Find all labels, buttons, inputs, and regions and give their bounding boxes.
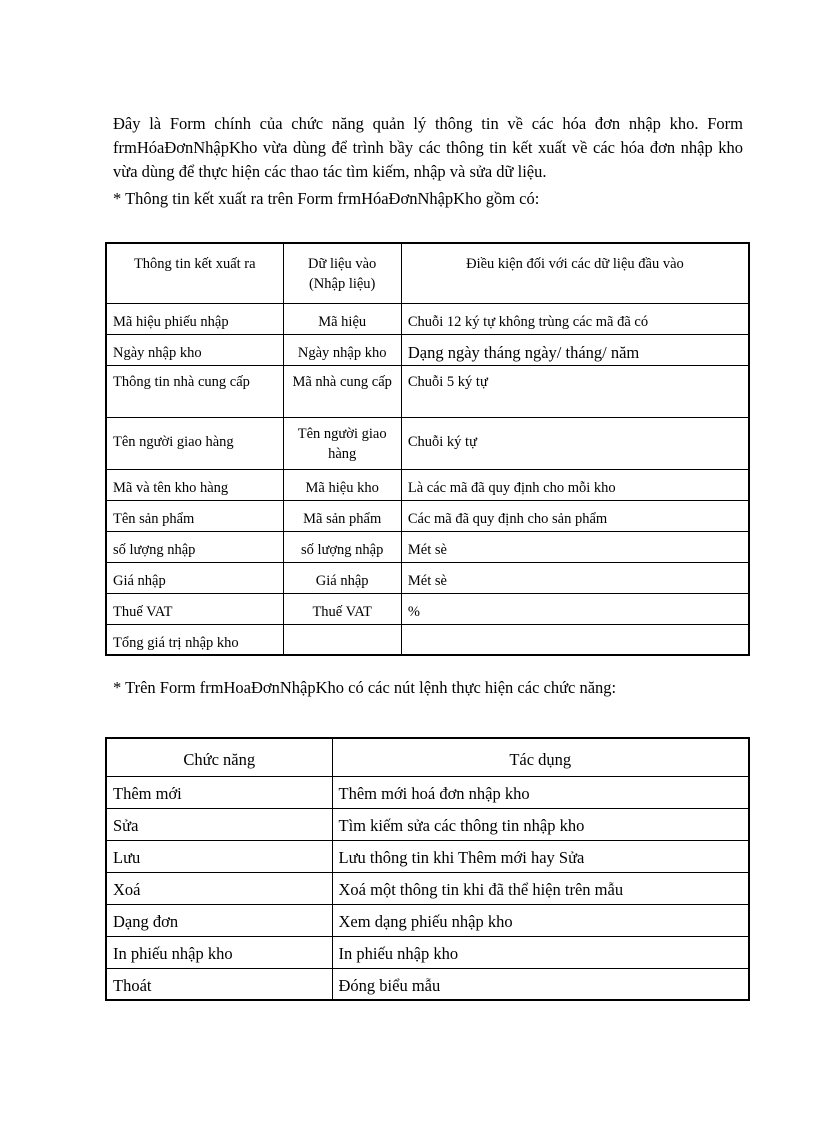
table-cell: Tìm kiếm sửa các thông tin nhập kho	[332, 808, 749, 840]
table-cell: Thêm mới hoá đơn nhập kho	[332, 776, 749, 808]
table-row	[106, 808, 749, 840]
table-cell: Thuế VAT	[106, 593, 283, 624]
table-row	[106, 593, 749, 624]
table-row	[106, 872, 749, 904]
table-row	[106, 500, 749, 531]
table-cell: Tổng giá trị nhập kho	[106, 624, 283, 655]
table-row	[106, 936, 749, 968]
table-row	[106, 840, 749, 872]
table-header-row	[106, 243, 749, 303]
table-cell: Dạng ngày tháng ngày/ tháng/ năm	[401, 334, 749, 365]
table-cell: Mét sè	[401, 562, 749, 593]
table-row	[106, 417, 749, 469]
header-input-data: Dữ liệu vào (Nhập liệu)	[283, 243, 401, 303]
table-cell: Mã hiệu kho	[283, 469, 401, 500]
table-cell: Xem dạng phiếu nhập kho	[332, 904, 749, 936]
intro-paragraph: Đây là Form chính của chức năng quản lý thông tin về các hóa đơn nhập kho. Form frmHóaĐơnNhậpKho vừa dùng để trình bầy các thông tin kết xuất về các hóa đơn nhập kho vừa dùng để thực hiện các thao tác tìm kiếm, nhập và sửa dữ liệu.	[113, 114, 743, 181]
table-cell: Tên người giao hàng	[283, 417, 401, 469]
buttons-heading: * Trên Form frmHoaĐơnNhậpKho có các nút lệnh thực hiện các chức năng:	[113, 678, 617, 697]
table-cell: số lượng nhập	[283, 531, 401, 562]
table-cell: số lượng nhập	[106, 531, 283, 562]
table-cell	[283, 624, 401, 655]
table-row	[106, 968, 749, 1000]
table-cell: Mét sè	[401, 531, 749, 562]
table-row	[106, 562, 749, 593]
table-cell: Sửa	[106, 808, 332, 840]
table-cell: Chuỗi 12 ký tự không trùng các mã đã có	[401, 303, 749, 334]
table-cell: Xoá một thông tin khi đã thể hiện trên mẫu	[332, 872, 749, 904]
table-cell: Mã sản phẩm	[283, 500, 401, 531]
output-info-table	[105, 242, 750, 656]
table-cell: Thuế VAT	[283, 593, 401, 624]
header-output-info: Thông tin kết xuất ra	[106, 243, 283, 303]
table-cell: Mã hiệu phiếu nhập	[106, 303, 283, 334]
table-row	[106, 776, 749, 808]
table-cell	[401, 624, 749, 655]
table-cell: Tên người giao hàng	[106, 417, 283, 469]
table-row	[106, 904, 749, 936]
table-cell: Là các mã đã quy định cho mỗi kho	[401, 469, 749, 500]
table-cell: Ngày nhập kho	[106, 334, 283, 365]
table-cell: Mã nhà cung cấp	[283, 365, 401, 417]
table-cell: Lưu thông tin khi Thêm mới hay Sửa	[332, 840, 749, 872]
table-row	[106, 531, 749, 562]
table-cell: Thêm mới	[106, 776, 332, 808]
table-cell: %	[401, 593, 749, 624]
table-cell: Giá nhập	[106, 562, 283, 593]
table-cell: In phiếu nhập kho	[332, 936, 749, 968]
table-cell: Chuỗi ký tự	[401, 417, 749, 469]
table-cell: Mã và tên kho hàng	[106, 469, 283, 500]
output-info-heading: * Thông tin kết xuất ra trên Form frmHóaĐơnNhậpKho gồm có:	[113, 189, 540, 208]
table-cell: Mã hiệu	[283, 303, 401, 334]
table-cell: Thông tin nhà cung cấp	[106, 365, 283, 417]
table-row	[106, 365, 749, 417]
table-cell: Lưu	[106, 840, 332, 872]
table-cell: Chuỗi 5 ký tự	[401, 365, 749, 417]
table-cell: Dạng đơn	[106, 904, 332, 936]
table-row	[106, 303, 749, 334]
header-function: Chức năng	[106, 738, 332, 776]
table-row	[106, 469, 749, 500]
table-row	[106, 624, 749, 655]
table-cell: Xoá	[106, 872, 332, 904]
header-effect: Tác dụng	[332, 738, 749, 776]
table-header-row	[106, 738, 749, 776]
table-cell: Các mã đã quy định cho sản phẩm	[401, 500, 749, 531]
table-cell: Tên sản phẩm	[106, 500, 283, 531]
table-cell: In phiếu nhập kho	[106, 936, 332, 968]
header-input-conditions: Điều kiện đối với các dữ liệu đầu vào	[401, 243, 749, 303]
table-cell: Thoát	[106, 968, 332, 1000]
table-cell: Giá nhập	[283, 562, 401, 593]
buttons-table	[105, 737, 750, 1001]
table-cell: Ngày nhập kho	[283, 334, 401, 365]
table-cell: Đóng biểu mẫu	[332, 968, 749, 1000]
table-row	[106, 334, 749, 365]
